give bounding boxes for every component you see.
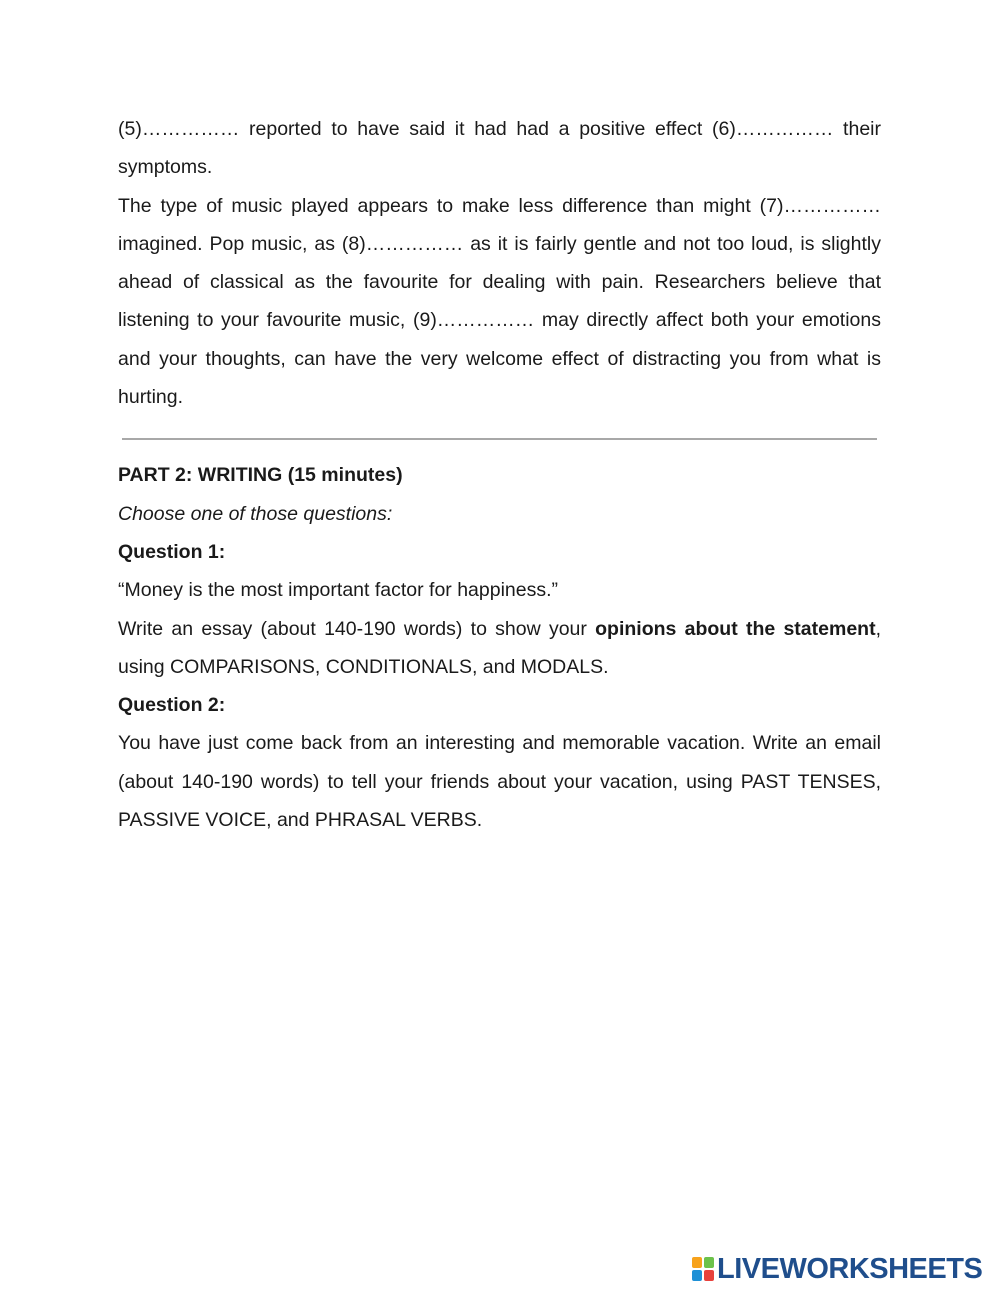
question-2-label: Question 2: [118,694,226,717]
question-1-label: Question 1: [118,540,226,563]
question-1-prompt-start: Write an essay (about 140-190 words) to show your [118,617,596,640]
liveworksheets-logo-icon [692,1257,714,1281]
liveworksheets-logo-text: LIVEWORKSHEETS [717,1252,983,1285]
passage-paragraph-1: (5)…………… reported to have said it had had a positive effect (6)…………… their symptoms. [118,118,881,179]
question-1-prompt-end: , using COMPARISONS, CONDITIONALS, and MODALS. [118,617,881,678]
part2-instruction: Choose one of those questions: [118,502,393,525]
question-1-prompt [118,610,881,687]
question-1-quote: “Money is the most important factor for happiness.” [118,579,559,602]
liveworksheets-logo [692,1252,982,1286]
question-2-prompt: You have just come back from an interesting and memorable vacation. Write an email (about 140-190 words) to tell your friends about your vacation, using PAST TENSES, PASSIVE VOICE, and PHRASAL VERBS. [118,732,881,832]
section-divider [122,438,877,440]
passage-paragraph-2: The type of music played appears to make less difference than might (7)…………… imagined. Pop music, as (8)…………… as it is fairly gentle and not too loud, is slightly ahead of classical as the favourite for dealing with pain. Researchers believe that listening to your favourite music, (9)…………… may directly affect both your emotions and your thoughts, can have the very welcome effect of distracting you from what is hurting. [118,194,881,409]
question-1-prompt-emphasis: opinions about the statement [595,617,876,640]
worksheet-page [118,110,881,839]
part2-heading: PART 2: WRITING (15 minutes) [118,464,403,487]
